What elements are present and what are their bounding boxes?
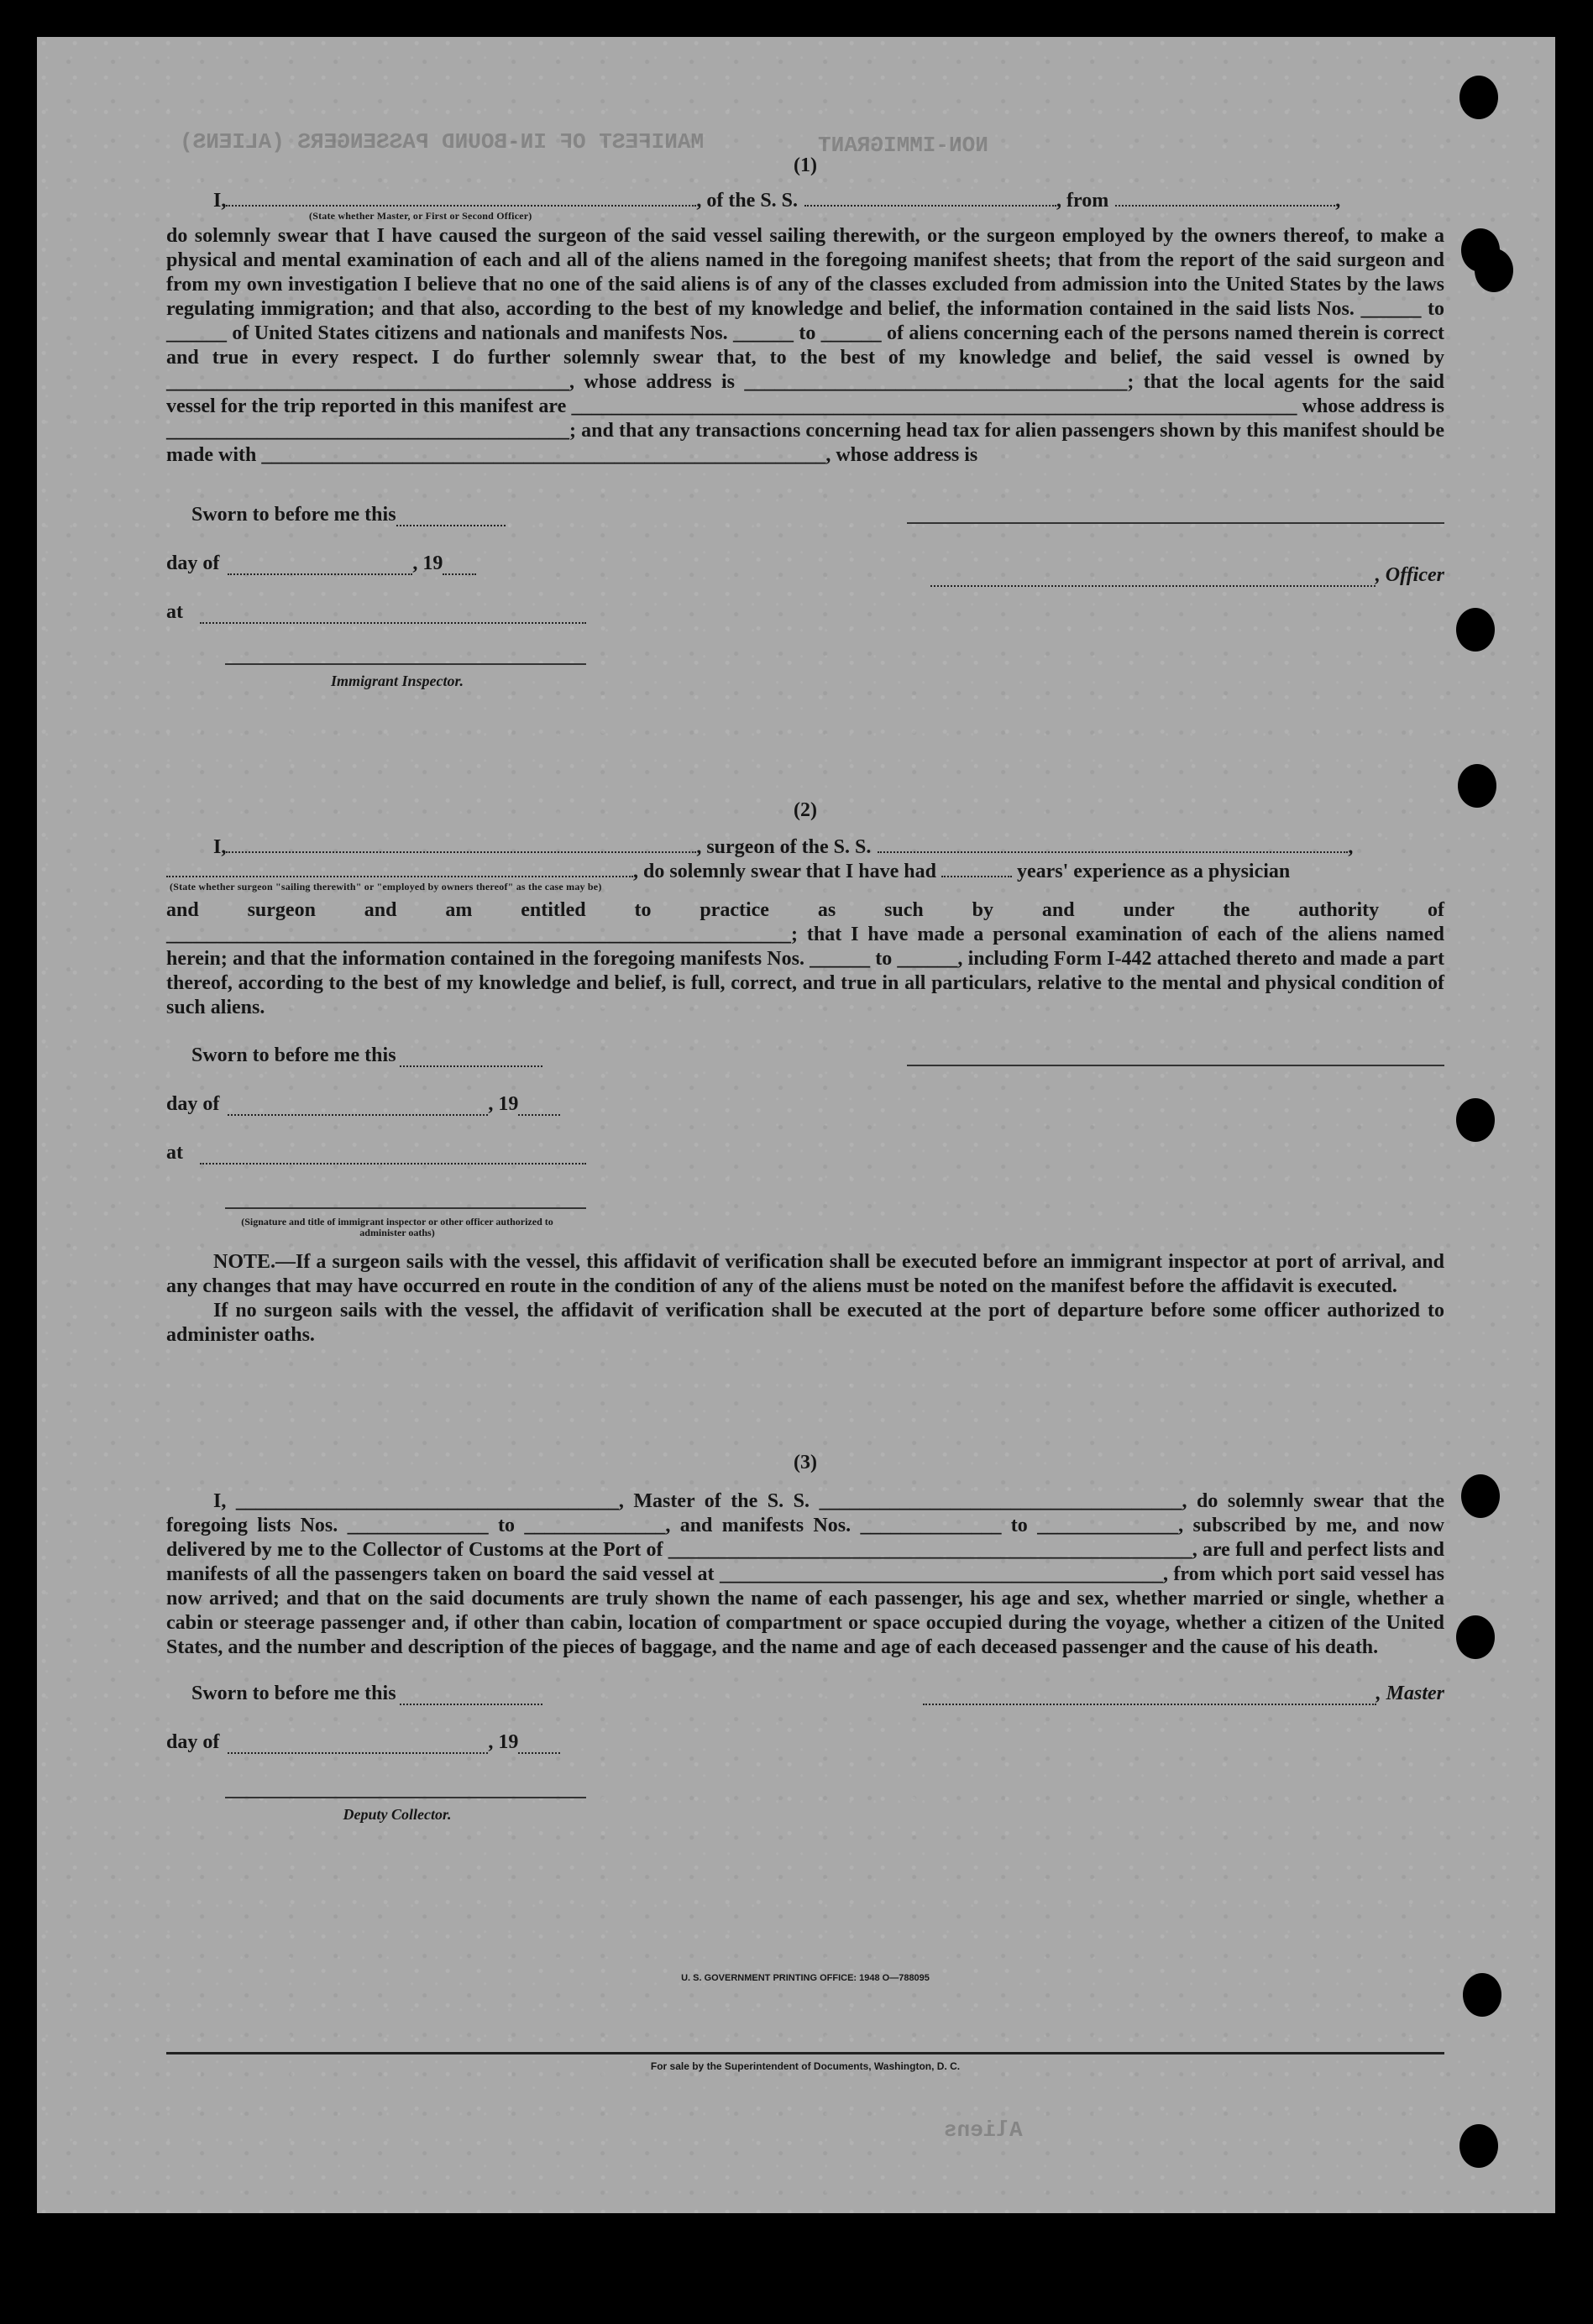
year-field[interactable]: [518, 1099, 560, 1116]
label-comma: ,: [1335, 190, 1341, 212]
day-of-label: day of: [166, 552, 220, 574]
form-content: [166, 154, 1444, 1824]
label-i: I,: [213, 190, 227, 212]
section-2-body: and surgeon and am entitled to practice as such by and under the authority of ______________________________________________________________; that I have made a personal examination of each of the aliens named herein; and that the information contained in the foregoing manifests Nos. ______ to ______, including Form I-442 attached thereto and made a part thereof, according to the best of my knowledge and belief, is full, correct, and true in all particulars, relative to the mental and physical condition of such aliens.: [166, 899, 1444, 1018]
inspector-signature-line[interactable]: [225, 663, 586, 665]
sworn-day-field[interactable]: [400, 1050, 542, 1067]
punch-hole: [1459, 76, 1498, 119]
sworn-label: Sworn to before me this: [191, 1683, 396, 1704]
year-label: , 19: [412, 552, 443, 574]
surgeon-signature-line[interactable]: [907, 1065, 1444, 1066]
sworn-label: Sworn to before me this: [191, 504, 396, 526]
form-page: [37, 37, 1555, 2213]
punch-hole: [1475, 249, 1513, 292]
sworn-day-field[interactable]: [396, 510, 506, 526]
at-label: at: [166, 1142, 183, 1164]
label-solemnly: , do solemnly swear that I have had: [633, 861, 936, 882]
year-field[interactable]: [518, 1737, 560, 1754]
section-1-number: (1): [794, 154, 817, 176]
officer-signature-field[interactable]: [930, 570, 1376, 587]
examiner-signature-line[interactable]: [225, 1207, 586, 1209]
master-signature-field[interactable]: [923, 1688, 1376, 1705]
collector-signature-line[interactable]: [225, 1797, 586, 1798]
signature-caption: (Signature and title of immigrant inspector or other officer authorized to administer oaths): [241, 1216, 553, 1238]
from-port-field[interactable]: [1115, 190, 1335, 207]
day-of-field[interactable]: [228, 558, 412, 575]
section-2-line-1: I, , surgeon of the S. S. ,: [213, 836, 1354, 858]
years-experience-field[interactable]: [941, 861, 1012, 877]
vessel-name-field[interactable]: [804, 190, 1056, 207]
officer-label: , Officer: [1375, 564, 1444, 586]
day-of-field[interactable]: [228, 1099, 488, 1116]
day-of-field[interactable]: [228, 1737, 488, 1754]
at-field[interactable]: [200, 607, 586, 624]
section-3-number: (3): [794, 1452, 817, 1473]
day-of-label: day of: [166, 1093, 220, 1115]
gpo-imprint: U. S. GOVERNMENT PRINTING OFFICE: 1948 O—788095: [681, 1973, 930, 1983]
sworn-day-field[interactable]: [400, 1688, 542, 1705]
inspector-caption: Immigrant Inspector.: [330, 673, 464, 689]
officer-signature-line[interactable]: [907, 522, 1444, 524]
punch-hole: [1456, 1098, 1495, 1142]
master-label: , Master: [1376, 1683, 1444, 1704]
note-paragraph-2: If no surgeon sails with the vessel, the affidavit of verification shall be executed at the port of departure before some officer authorized to administer oaths.: [166, 1300, 1444, 1346]
bleed-through-mark: Aliens: [944, 2117, 1023, 2143]
sworn-label: Sworn to before me this: [191, 1044, 396, 1066]
section-3-body: I, ______________________________________, Master of the S. S. ____________________________________, do solemnly swear that the foregoing lists Nos. ______________ to ______________, and manifests Nos. ______________ to ______________, subscribed by me, and now delivered by me to the Collector of Customs at the Port of ____________________________________________________, are full and perfect lists and manifests of all the passengers taken on board the said vessel at ____________________________________________, from which port said vessel has now arrived; and that on the said documents are truly shown the name of each passenger, his age and sex, whether married or single, whether a cabin or steerage passenger and, if other than cabin, location of compartment or space occupied during the voyage, whether a citizen of the United States, and the number and description of the pieces of baggage, and the name and age of each deceased passenger and the cause of his death.: [166, 1490, 1444, 1658]
surgeon-signature-block: [907, 1034, 1444, 1238]
section-3-sworn-block: [166, 1672, 586, 1824]
punch-hole: [1456, 1615, 1495, 1659]
section-1-sworn-block: [166, 493, 586, 690]
punch-hole: [1459, 2124, 1498, 2168]
label-i: I,: [213, 836, 227, 858]
year-label: , 19: [488, 1093, 519, 1115]
year-label: , 19: [488, 1731, 519, 1753]
sale-notice: For sale by the Superintendent of Documents, Washington, D. C.: [650, 2060, 961, 2072]
note-paragraph-1: [166, 1250, 1444, 1299]
vessel-name-field[interactable]: [878, 836, 1348, 853]
label-of-ss: , of the S. S.: [696, 190, 799, 212]
punch-hole: [1461, 1474, 1500, 1518]
at-label: at: [166, 601, 183, 623]
officer-name-field[interactable]: [226, 190, 696, 207]
day-of-label: day of: [166, 1731, 220, 1753]
punch-hole: [1456, 608, 1495, 652]
at-field[interactable]: [200, 1148, 586, 1165]
label-years-experience: years' experience as a physician: [1016, 861, 1291, 882]
punch-hole: [1463, 1973, 1501, 2017]
label-from: , from: [1056, 190, 1109, 212]
collector-caption: Deputy Collector.: [343, 1806, 452, 1823]
label-surgeon-of-ss: , surgeon of the S. S.: [696, 836, 872, 858]
master-signature-block: [907, 1672, 1444, 1824]
section-1-body: do solemnly swear that I have caused the surgeon of the said vessel sailing therewith, or the surgeon employed by the owners thereof, to make a physical and mental examination of each and all of the aliens named in the foregoing manifest sheets; that from the report of the said surgeon and from my own investigation I believe that no one of the said aliens is of any of the classes excluded from admission into the United States by the laws regulating immigration; and that also, according to the best of my knowledge and belief, the information contained in the said lists Nos. ______ to ______ of United States citizens and nationals and manifests Nos. ______ to ______ of aliens concerning each of the persons named therein is correct and true in every respect. I do further solemnly swear that, to the best of my knowledge and belief, the said vessel is owned by ________________________________________, whose address is ______________________________________; that the local agents for the said vessel for the trip reported in this manifest are ________________________________________________________________________ whose address is ________________________________________; and that any transactions concerning head tax for alien passengers shown by this manifest should be made with ________________________________________________________, whose address is: [166, 225, 1444, 466]
surgeon-status-field[interactable]: [166, 861, 633, 877]
section-2-number: (2): [794, 799, 817, 821]
surgeon-caption: (State whether surgeon "sailing therewith" or "employed by owners thereof" as the case may be): [170, 881, 602, 892]
officer-caption: (State whether Master, or First or Second Officer): [309, 210, 532, 222]
note-label: NOTE.: [213, 1251, 276, 1273]
bleed-through-mark: NON-IMMIGRANT: [818, 133, 988, 158]
officer-signature-block: [907, 493, 1444, 690]
note-text-1: —If a surgeon sails with the vessel, this affidavit of verification shall be executed before an immigrant inspector at port of arrival, and any changes that may have occurred en route in the condition of any of the aliens must be noted on the manifest before the affidavit is executed.: [166, 1251, 1444, 1297]
bleed-through-title: MANIFEST OF IN-BOUND PASSENGERS (ALIENS): [180, 129, 705, 154]
surgeon-name-field[interactable]: [226, 836, 696, 853]
footer-rule: [166, 2052, 1444, 2054]
section-2-sworn-block: [166, 1034, 586, 1238]
year-field[interactable]: [443, 558, 476, 575]
punch-hole: [1458, 764, 1496, 808]
